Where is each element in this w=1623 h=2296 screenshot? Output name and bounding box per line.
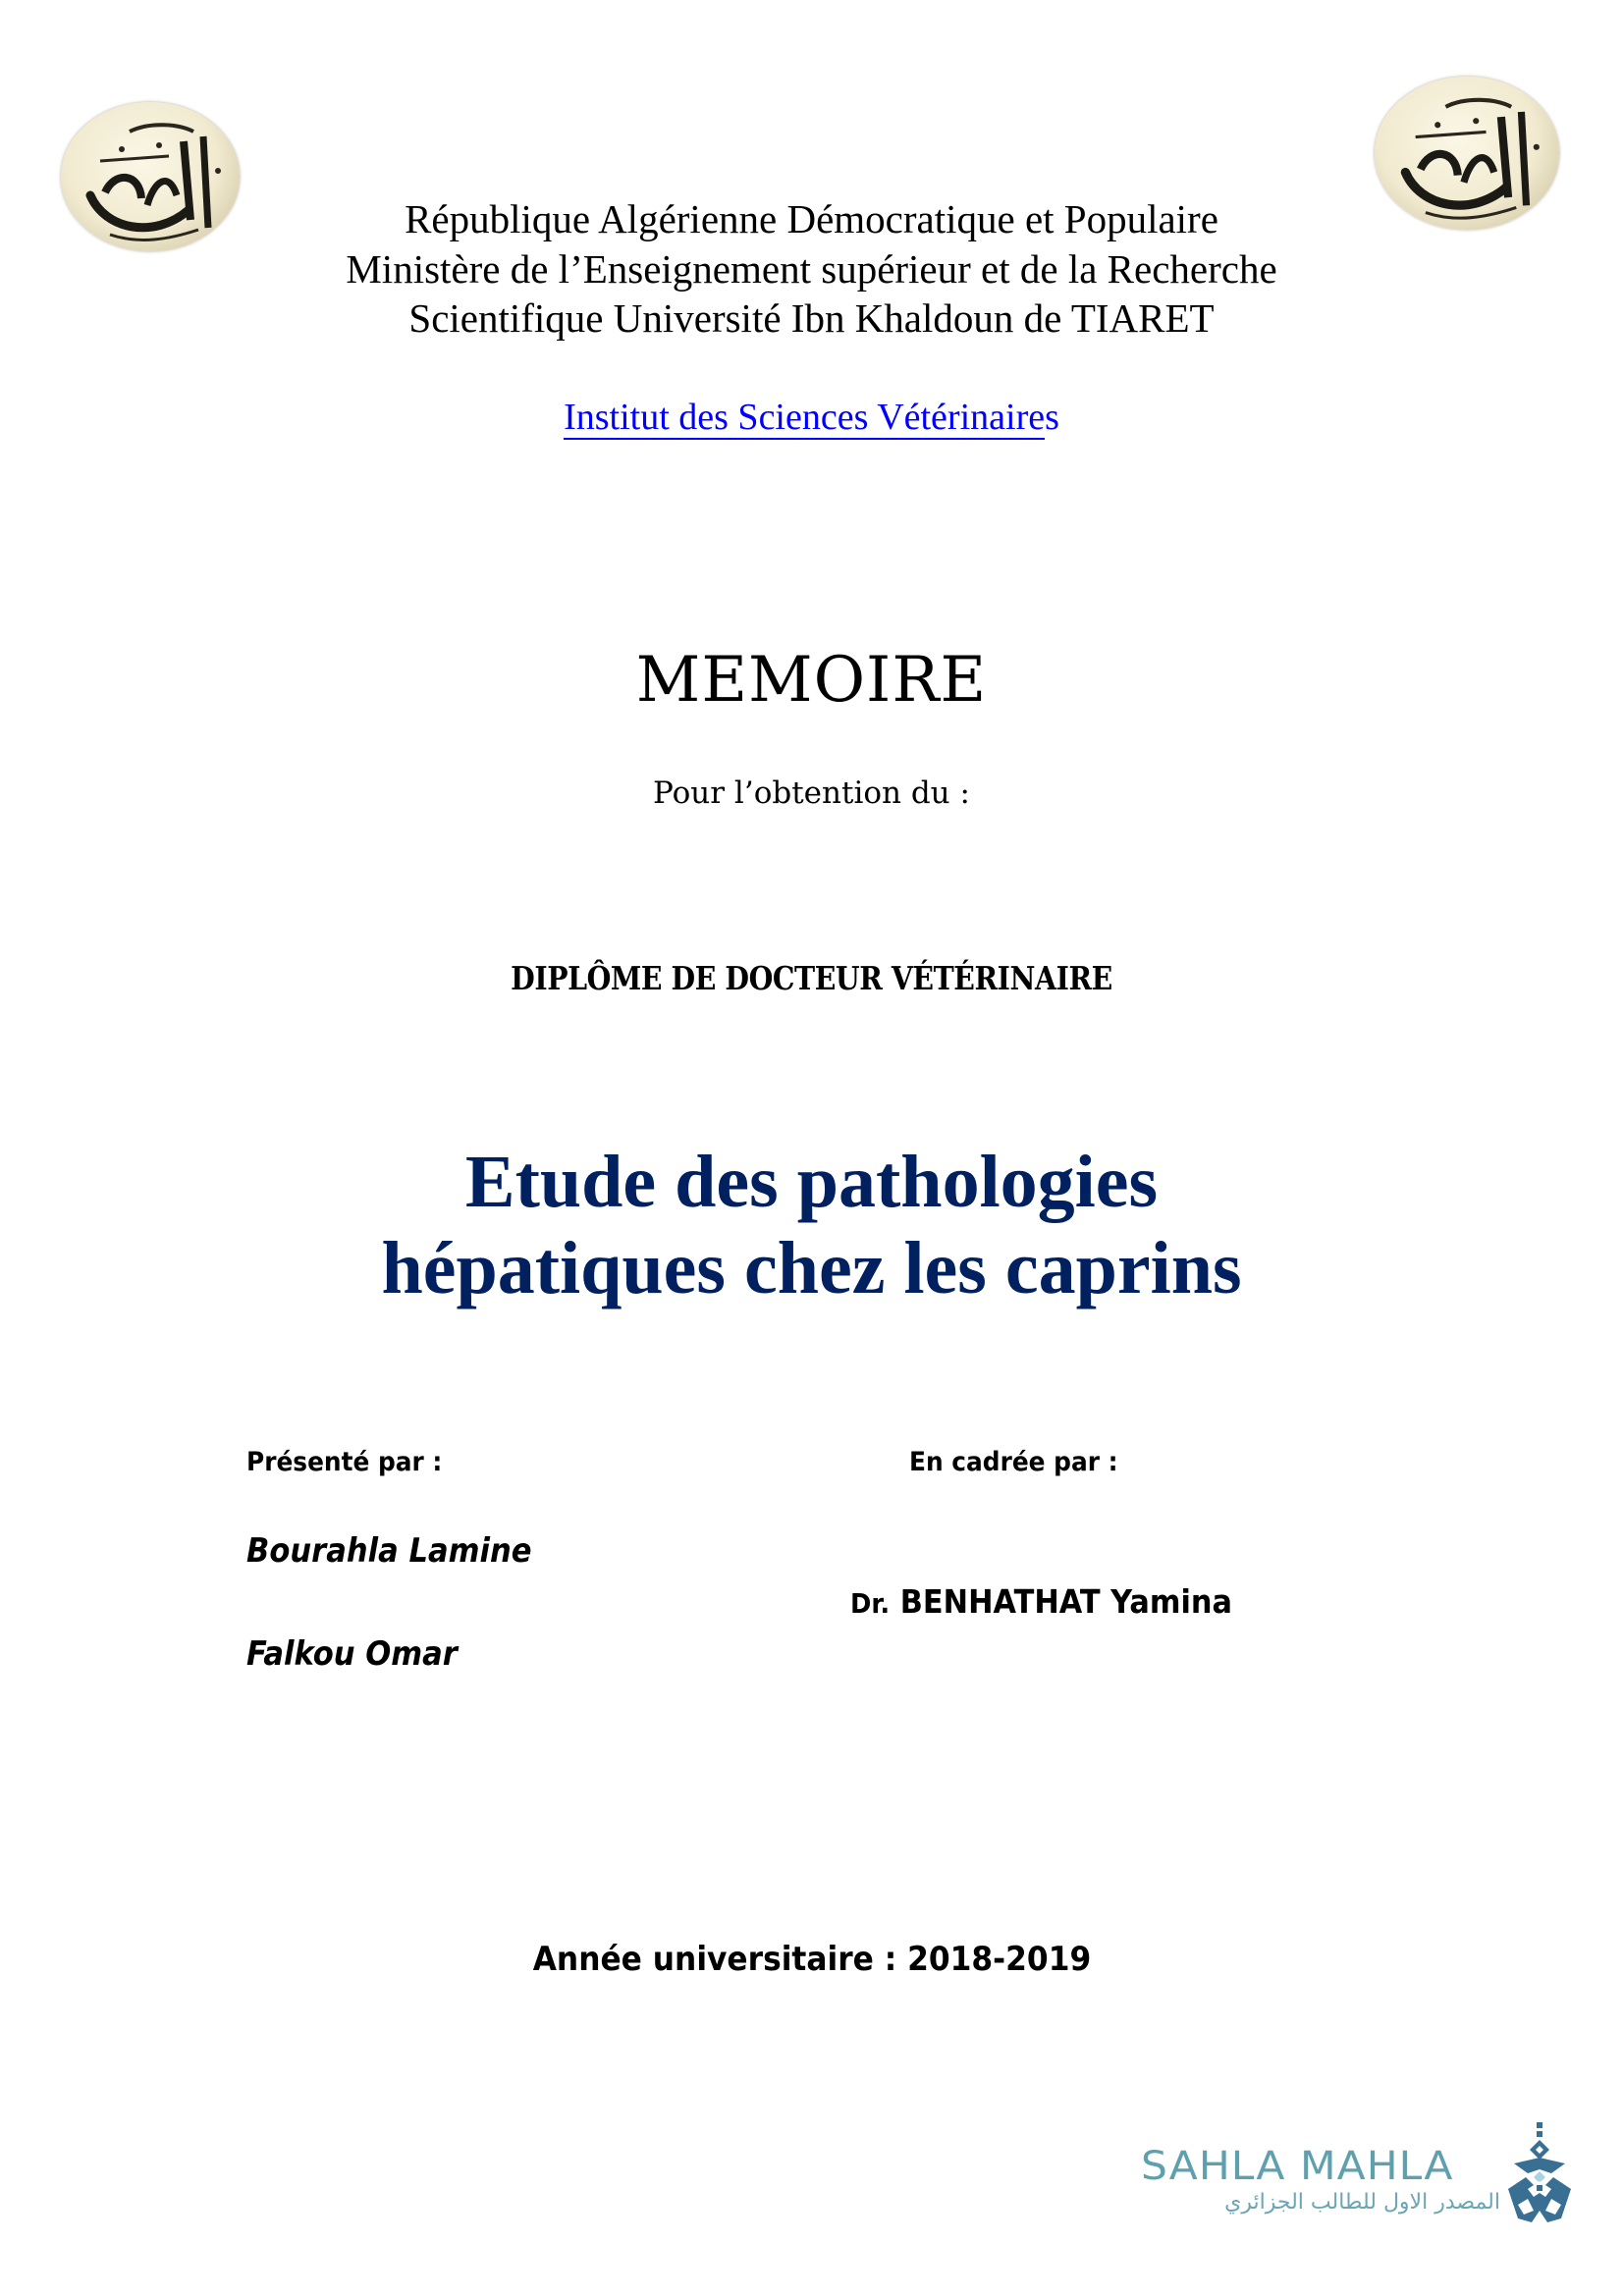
header-line-republic: République Algérienne Démocratique et Populaire <box>405 196 1218 241</box>
supervised-by-label: En cadrée par : <box>909 1447 1118 1477</box>
presented-by-label: Présenté par : <box>246 1447 443 1477</box>
watermark-brand: SAHLA MAHLA <box>1141 2144 1454 2189</box>
sahla-mahla-logo-icon <box>1504 2120 1575 2224</box>
academic-year <box>0 1938 1623 1981</box>
student-name: Bourahla Lamine <box>246 1531 532 1571</box>
sahla-mahla-watermark <box>1137 2120 1579 2228</box>
supervisor-title: Dr. <box>850 1587 891 1620</box>
institute-link[interactable]: Institut des Sciences Vétérinaire <box>564 397 1046 438</box>
institute-link-tail: s <box>1045 397 1059 438</box>
header-line-university: Scientifique Université Ibn Khaldoun de TIARET <box>408 295 1215 341</box>
student-name: Falkou Omar <box>246 1634 458 1674</box>
academic-year-text: Année universitaire : 2018-2019 <box>532 1940 1091 1979</box>
obtention-subtitle: Pour l’obtention du : <box>653 775 970 811</box>
supervisor-name <box>850 1580 1232 1626</box>
institute-line <box>0 393 1623 442</box>
document-type-heading: MEMOIRE <box>635 644 988 717</box>
diploma-name: DIPLÔME DE DOCTEUR VÉTÉRINAIRE <box>511 959 1112 997</box>
header-line-ministry: Ministère de l’Enseignement supérieur et de la Recherche <box>346 245 1277 292</box>
thesis-title-line-1: Etude des pathologies <box>464 1141 1159 1223</box>
supervisor-full-name: BENHATHAT Yamina <box>890 1582 1232 1621</box>
institution-header <box>0 194 1623 344</box>
watermark-tagline: المصدر الاول للطالب الجزائري <box>1224 2190 1500 2215</box>
thesis-title-line-2: hépatiques chez les caprins <box>381 1227 1242 1309</box>
thesis-title <box>0 1139 1623 1311</box>
